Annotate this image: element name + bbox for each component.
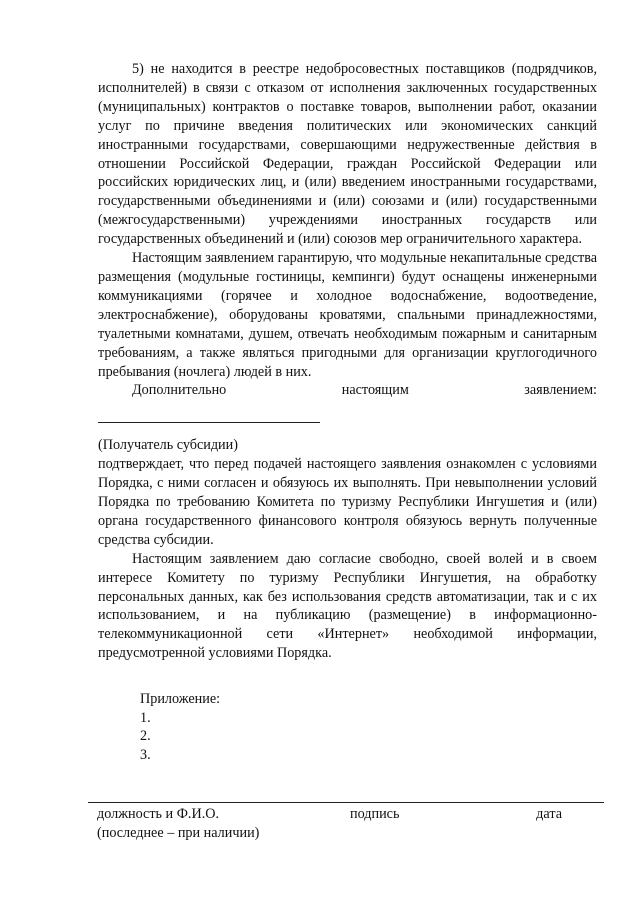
additional-word-3: заявлением: <box>524 382 597 399</box>
signature-rule <box>88 802 604 803</box>
signature-date-label: дата <box>536 806 562 822</box>
signature-block <box>97 805 562 843</box>
additional-word-1: Дополнительно <box>132 382 227 399</box>
attachment-item: 3. <box>140 746 151 763</box>
additional-word-2: настоящим <box>341 382 409 399</box>
attachment-block <box>140 690 597 764</box>
attachment-item: 2. <box>140 728 151 745</box>
guarantee-paragraph: Настоящим заявлением гарантирую, что модульные некапитальные средства размещения (модульные гостиницы, кемпинги) будут оснащены инженерными коммуникациями (горячее и холодное водоснабжение, водоотведение, электроснабжение), оборудованы кроватями, спальными принадлежностями, туалетными комнатами, душем, отвечать необходимым пожарным и санитарным требованиям, а также являться пригодными для организации круглогодичного пребывания (ночлега) людей в них. <box>98 250 598 380</box>
additional-statement-line <box>98 381 597 400</box>
signature-note: (последнее – при наличии) <box>97 825 260 841</box>
consent-paragraph: Настоящим заявлением даю согласие свободно, своей волей и в своем интересе Комитету по туризму Республики Ингушетия, на обработку персональных данных, как без использования средств автоматизации, так и с их использованием, и на публикацию (размещение) в информационно-телекоммуникационной сети «Интернет» необходимой информации, предусмотренной условиями Порядка. <box>98 550 597 662</box>
attachment-item: 1. <box>140 709 151 726</box>
signature-position-label: должность и Ф.И.О. <box>97 806 220 822</box>
document-body <box>98 60 597 764</box>
confirm-paragraph: подтверждает, что перед подачей настоящего заявления ознакомлен с условиями Порядка, с ними согласен и обязуюсь их выполнять. При невыполнении условий Порядка по требованию Комитета по туризму Республики Ингушетия и (или) органа государственного финансового контроля обязуюсь вернуть полученные средства субсидии. <box>98 456 597 548</box>
item-5-paragraph: 5) не находится в реестре недобросовестных поставщиков (подрядчиков, исполнителей) в связи с отказом от исполнения заключенных государственных (муниципальных) контрактов о поставке товаров, выполнении работ, оказании услуг по причине введения политических или экономических санкций иностранными государствами, совершающими недружественные действия в отношении Российской Федерации, граждан Российской Федерации или российских юридических лиц, и (или) введением иностранными государствами, государственными объединениями и (или) союзами и (или) государственными (межгосударственными) учреждениями иностранных государств или государственных объединений и (или) союзов мер ограничительного характера. <box>98 61 597 248</box>
recipient-blank-field[interactable] <box>98 402 320 423</box>
attachment-title: Приложение: <box>140 691 221 708</box>
signature-sign-label: подпись <box>350 806 400 822</box>
recipient-label: (Получатель субсидии) <box>98 437 238 454</box>
